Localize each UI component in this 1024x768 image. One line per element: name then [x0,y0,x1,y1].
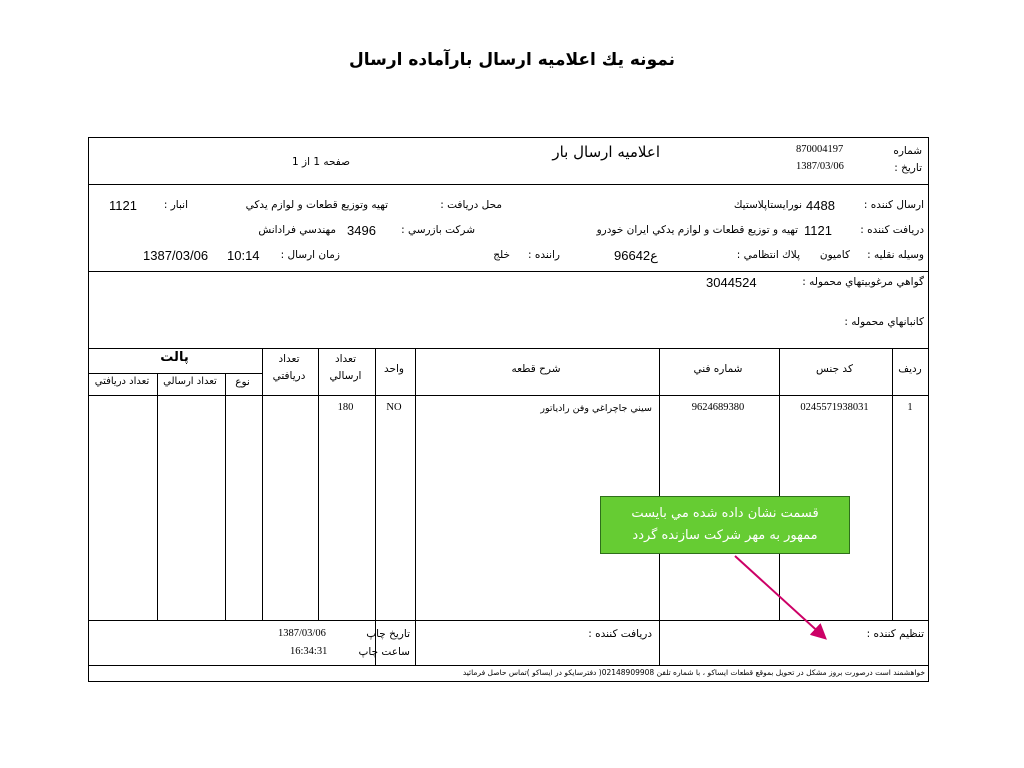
col-header-description: شرح قطعه [511,363,561,375]
col-header-row: رديف [898,363,922,375]
col-header-unit: واحد [384,363,404,375]
number-label: شماره [893,145,922,157]
plate-value: 966ع42 [614,248,658,263]
sender-name: نورايستاپلاستيك [733,199,802,211]
vehicle-label: وسيله نقليه : [867,249,924,261]
col-header-recv-top: تعداد [278,353,300,365]
send-time: 10:14 [227,248,260,263]
col-header-recv-bottom: دريافتي [272,370,306,382]
prepared-label: تنظيم كننده : [866,628,924,640]
inspection-code: 3496 [347,223,376,238]
print-date-label: تاريخ چاپ [366,628,410,640]
cell-description: سيني جاچراغي وفن رادياتور [540,403,652,414]
send-time-label: زمان ارسال : [280,249,340,261]
cell-unit: NO [386,402,402,413]
sender-code: 4488 [806,198,835,213]
warehouse-label: انبار : [163,199,188,211]
cell-part-code: 0245571938031 [800,402,869,413]
warehouse-value: 1121 [109,198,137,213]
receiver-code: 1121 [804,223,832,238]
col-header-sent-top: تعداد [334,353,357,365]
place-label: محل دريافت : [440,199,502,211]
cell-row: 1 [907,402,913,413]
print-time: 16:34:31 [290,646,328,657]
receiver-label: دريافت كننده : [860,224,924,236]
send-date: 1387/03/06 [143,248,209,263]
document-title: اعلاميه ارسال بار [552,143,660,161]
driver-value: خلج [493,249,510,261]
print-time-label: ساعت چاپ [358,646,410,658]
print-date: 1387/03/06 [278,628,326,639]
number-value: 870004197 [796,144,844,155]
col-header-pallet-type: نوع [235,376,250,388]
date-label: تاريخ : [894,162,922,174]
col-header-sent-bottom: ارسالي [329,370,362,382]
callout-line-2: ممهور به مهر شركت سازنده گردد [632,528,818,543]
containers-label: كانبانهاي محموله : [844,316,924,328]
cell-tech-number: 9624689380 [691,402,745,413]
receiver-name: تهيه و توزيع قطعات و لوازم يدكي ايران خودرو [596,224,798,236]
page-title: نمونه يك اعلاميه ارسال بارآماده ارسال [348,50,676,70]
page-info: صفحه 1 از 1 [291,156,350,168]
col-header-pallet-recv: تعداد دريافتي [94,376,150,387]
inspection-name: مهندسي فرادانش [258,224,336,236]
plate-label: پلاك انتظامي : [736,249,800,261]
cell-sent-qty: 180 [337,402,354,413]
certificate-value: 3044524 [706,275,757,290]
col-header-tech-number: شماره فني [693,363,743,375]
footer-note: خواهشمند است درصورت بروز مشكل در تحويل بموقع قطعات ايساكو ، با شماره تلفن 02148909908( دفترسايكو در ايساكو )تماس حاصل فرمائيد [462,668,925,677]
driver-label: راننده : [528,249,560,261]
place-value: تهيه وتوزيع قطعات و لوازم يدكي [245,199,388,211]
inspection-label: شركت بازرسي : [401,224,475,236]
vehicle-value: كاميون [819,249,850,261]
col-header-part-code: كد جنس [816,363,853,375]
col-header-pallet-sent: تعداد ارسالي [163,376,217,387]
received-label: دريافت كننده : [588,628,652,640]
col-header-pallet: پالت [160,350,189,365]
date-value: 1387/03/06 [796,161,844,172]
sender-label: ارسال كننده : [863,199,924,211]
certificate-label: گواهي مرغوبيتهاي محموله : [802,276,924,288]
callout-line-1: قسمت نشان داده شده مي بايست [631,506,819,521]
